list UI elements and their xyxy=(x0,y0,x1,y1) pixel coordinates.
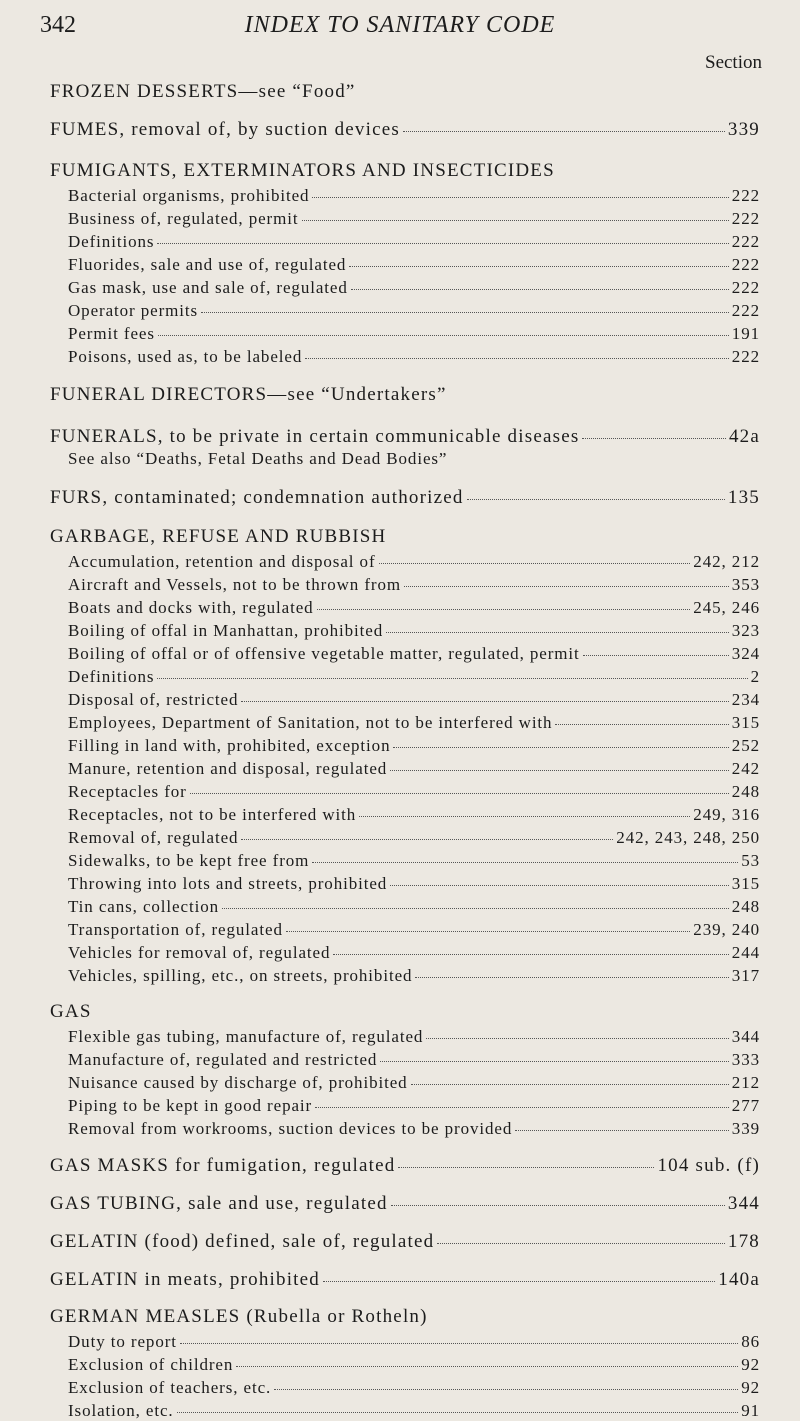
entry-text: Operator permits xyxy=(68,301,199,320)
index-section xyxy=(50,422,760,469)
entry-page-ref: 315 xyxy=(731,713,760,732)
index-entry xyxy=(50,963,760,986)
section-heading xyxy=(50,1189,760,1215)
dot-leader xyxy=(379,546,691,564)
heading-text: FUNERAL DIRECTORS—see “Undertakers” xyxy=(50,384,447,405)
entry-text: Filling in land with, prohibited, exception xyxy=(68,736,391,755)
entry-text: Aircraft and Vessels, not to be thrown from xyxy=(68,575,401,594)
entry-text: Removal from workrooms, suction devices to be provided xyxy=(68,1119,513,1138)
subentry-list xyxy=(50,1024,760,1139)
dot-leader xyxy=(222,891,729,909)
section-heading xyxy=(50,422,760,448)
entry-text: Definitions xyxy=(68,667,155,686)
dot-leader xyxy=(302,203,729,221)
entry-text: Accumulation, retention and disposal of xyxy=(68,552,376,571)
dot-leader xyxy=(157,661,747,679)
dot-leader xyxy=(391,1186,725,1206)
entry-text: Removal of, regulated xyxy=(68,828,239,847)
dot-leader xyxy=(426,1021,728,1039)
dot-leader xyxy=(390,868,729,886)
entry-text: Isolation, etc. xyxy=(68,1401,174,1420)
dot-leader xyxy=(351,272,729,290)
entry-text: Gas mask, use and sale of, regulated xyxy=(68,278,348,297)
entry-page-ref: 324 xyxy=(731,644,760,663)
dot-leader xyxy=(180,1326,738,1344)
entry-text: Boiling of offal or of offensive vegetable matter, regulated, permit xyxy=(68,644,580,663)
index-entry xyxy=(50,344,760,367)
section-heading xyxy=(50,1151,760,1177)
entry-text: Manufacture of, regulated and restricted xyxy=(68,1050,378,1069)
dot-leader xyxy=(390,753,729,771)
entry-page-ref: 53 xyxy=(741,851,760,870)
heading-text: GAS MASKS for fumigation, regulated xyxy=(50,1155,396,1176)
entry-text: Duty to report xyxy=(68,1332,177,1351)
dot-leader xyxy=(393,730,728,748)
index-section xyxy=(50,1151,760,1177)
entry-page-ref: 242, 212 xyxy=(693,552,760,571)
section-heading xyxy=(50,1265,760,1291)
dot-leader xyxy=(323,1262,715,1282)
entry-text: Tin cans, collection xyxy=(68,897,219,916)
entry-page-ref: 244 xyxy=(731,943,760,962)
dot-leader xyxy=(349,249,728,267)
index-content xyxy=(50,80,760,1421)
entry-page-ref: 317 xyxy=(731,966,760,985)
entry-text: Disposal of, restricted xyxy=(68,690,239,709)
dot-leader xyxy=(315,1090,729,1108)
index-section xyxy=(50,383,760,406)
entry-text: Nuisance caused by discharge of, prohibited xyxy=(68,1073,408,1092)
entry-page-ref: 86 xyxy=(741,1332,760,1351)
entry-page-ref: 242 xyxy=(731,759,760,778)
dot-leader xyxy=(317,592,691,610)
entry-page-ref: 234 xyxy=(731,690,760,709)
entry-page-ref: 239, 240 xyxy=(693,920,760,939)
heading-text: GERMAN MEASLES (Rubella or Rotheln) xyxy=(50,1306,428,1327)
dot-leader xyxy=(241,684,728,702)
entry-page-ref: 353 xyxy=(731,575,760,594)
entry-page-ref: 248 xyxy=(731,782,760,801)
entry-text: Receptacles, not to be interfered with xyxy=(68,805,357,824)
section-heading xyxy=(50,483,760,509)
entry-text: Definitions xyxy=(68,232,155,251)
dot-leader xyxy=(467,480,725,500)
running-head: INDEX TO SANITARY CODE xyxy=(244,12,556,38)
dot-leader xyxy=(359,799,690,817)
section-heading xyxy=(50,525,760,548)
index-entry xyxy=(50,1398,760,1421)
dot-leader xyxy=(583,638,729,656)
entry-text: Fluorides, sale and use of, regulated xyxy=(68,255,347,274)
dot-leader xyxy=(380,1044,729,1062)
entry-text: Vehicles for removal of, regulated xyxy=(68,943,331,962)
heading-page-ref: 42a xyxy=(728,426,760,447)
entry-text: Transportation of, regulated xyxy=(68,920,283,939)
entry-text: Boiling of offal in Manhattan, prohibited xyxy=(68,621,384,640)
entry-page-ref: 91 xyxy=(741,1401,760,1420)
heading-text: FROZEN DESSERTS—see “Food” xyxy=(50,81,356,102)
entry-page-ref: 249, 316 xyxy=(693,805,760,824)
section-heading xyxy=(50,80,760,103)
dot-leader xyxy=(411,1067,729,1085)
heading-page-ref: 344 xyxy=(727,1193,760,1214)
heading-page-ref: 104 sub. (f) xyxy=(657,1155,760,1176)
entry-text: Employees, Department of Sanitation, not to be interfered with xyxy=(68,713,553,732)
section-heading xyxy=(50,1305,760,1328)
dot-leader xyxy=(190,776,729,794)
entry-text: Bacterial organisms, prohibited xyxy=(68,186,310,205)
dot-leader xyxy=(241,822,613,840)
subentry-list xyxy=(50,549,760,986)
entry-text: Boats and docks with, regulated xyxy=(68,598,314,617)
entry-page-ref: 212 xyxy=(731,1073,760,1092)
dot-leader xyxy=(157,226,728,244)
entry-page-ref: 344 xyxy=(731,1027,760,1046)
dot-leader xyxy=(286,914,690,932)
page-header xyxy=(0,12,800,42)
entry-text: Business of, regulated, permit xyxy=(68,209,299,228)
entry-text: Vehicles, spilling, etc., on streets, prohibited xyxy=(68,966,413,985)
index-section xyxy=(50,483,760,509)
dot-leader xyxy=(398,1148,654,1168)
entry-page-ref: 222 xyxy=(731,278,760,297)
heading-text: FUMIGANTS, EXTERMINATORS AND INSECTICIDES xyxy=(50,160,555,181)
index-section xyxy=(50,1000,760,1139)
heading-text: GAS TUBING, sale and use, regulated xyxy=(50,1193,388,1214)
entry-page-ref: 245, 246 xyxy=(693,598,760,617)
entry-page-ref: 222 xyxy=(731,301,760,320)
see-also-note: See also “Deaths, Fetal Deaths and Dead Bodies” xyxy=(68,449,448,468)
index-section xyxy=(50,159,760,367)
entry-page-ref: 252 xyxy=(731,736,760,755)
section-heading xyxy=(50,1227,760,1253)
dot-leader xyxy=(312,180,728,198)
heading-text: FUMES, removal of, by suction devices xyxy=(50,119,400,140)
entry-page-ref: 222 xyxy=(731,255,760,274)
dot-leader xyxy=(236,1349,738,1367)
subentry-list xyxy=(50,183,760,367)
dot-leader xyxy=(437,1224,725,1244)
dot-leader xyxy=(582,419,726,439)
dot-leader xyxy=(386,615,729,633)
entry-text: Exclusion of teachers, etc. xyxy=(68,1378,272,1397)
heading-page-ref: 178 xyxy=(727,1231,760,1252)
heading-page-ref: 135 xyxy=(727,487,760,508)
section-column-label: Section xyxy=(705,52,762,73)
dot-leader xyxy=(555,707,728,725)
entry-text: Poisons, used as, to be labeled xyxy=(68,347,303,366)
dot-leader xyxy=(312,845,738,863)
section-heading xyxy=(50,115,760,141)
entry-page-ref: 92 xyxy=(741,1378,760,1397)
dot-leader xyxy=(158,318,729,336)
index-section xyxy=(50,1189,760,1215)
entry-page-ref: 92 xyxy=(741,1355,760,1374)
entry-text: Piping to be kept in good repair xyxy=(68,1096,313,1115)
heading-text: FUNERALS, to be private in certain communicable diseases xyxy=(50,426,580,447)
entry-page-ref: 333 xyxy=(731,1050,760,1069)
entry-text: Permit fees xyxy=(68,324,155,343)
entry-text: Flexible gas tubing, manufacture of, regulated xyxy=(68,1027,424,1046)
entry-text: Sidewalks, to be kept free from xyxy=(68,851,310,870)
section-heading xyxy=(50,1000,760,1023)
page-number: 342 xyxy=(40,12,76,38)
index-section xyxy=(50,115,760,141)
entry-page-ref: 222 xyxy=(731,209,760,228)
entry-page-ref: 242, 243, 248, 250 xyxy=(616,828,760,847)
index-entry xyxy=(50,1116,760,1139)
entry-page-ref: 339 xyxy=(731,1119,760,1138)
dot-leader xyxy=(403,112,725,132)
dot-leader xyxy=(201,295,729,313)
heading-text: GELATIN (food) defined, sale of, regulated xyxy=(50,1231,435,1252)
entry-page-ref: 248 xyxy=(731,897,760,916)
entry-page-ref: 315 xyxy=(731,874,760,893)
entry-page-ref: 222 xyxy=(731,186,760,205)
entry-page-ref: 277 xyxy=(731,1096,760,1115)
dot-leader xyxy=(415,960,728,978)
heading-text: FURS, contaminated; condemnation authorized xyxy=(50,487,464,508)
dot-leader xyxy=(333,937,728,955)
entry-page-ref: 222 xyxy=(731,232,760,251)
dot-leader xyxy=(515,1113,729,1131)
dot-leader xyxy=(404,569,729,587)
entry-page-ref: 191 xyxy=(731,324,760,343)
entry-page-ref: 222 xyxy=(731,347,760,366)
entry-text: Receptacles for xyxy=(68,782,187,801)
dot-leader xyxy=(274,1372,738,1390)
entry-text: Throwing into lots and streets, prohibited xyxy=(68,874,388,893)
entry-page-ref: 323 xyxy=(731,621,760,640)
index-section xyxy=(50,1265,760,1291)
heading-text: GARBAGE, REFUSE AND RUBBISH xyxy=(50,526,387,547)
section-heading xyxy=(50,383,760,406)
heading-page-ref: 140a xyxy=(718,1269,760,1290)
index-section xyxy=(50,1305,760,1421)
index-section xyxy=(50,1227,760,1253)
entry-page-ref: 2 xyxy=(750,667,760,686)
section-heading xyxy=(50,159,760,182)
heading-page-ref: 339 xyxy=(727,119,760,140)
index-section xyxy=(50,525,760,986)
heading-text: GAS xyxy=(50,1001,92,1022)
index-section xyxy=(50,80,760,103)
subentry-list xyxy=(50,1329,760,1421)
dot-leader xyxy=(177,1395,739,1413)
dot-leader xyxy=(305,341,729,359)
entry-text: Manure, retention and disposal, regulated xyxy=(68,759,388,778)
heading-text: GELATIN in meats, prohibited xyxy=(50,1269,320,1290)
entry-text: Exclusion of children xyxy=(68,1355,234,1374)
